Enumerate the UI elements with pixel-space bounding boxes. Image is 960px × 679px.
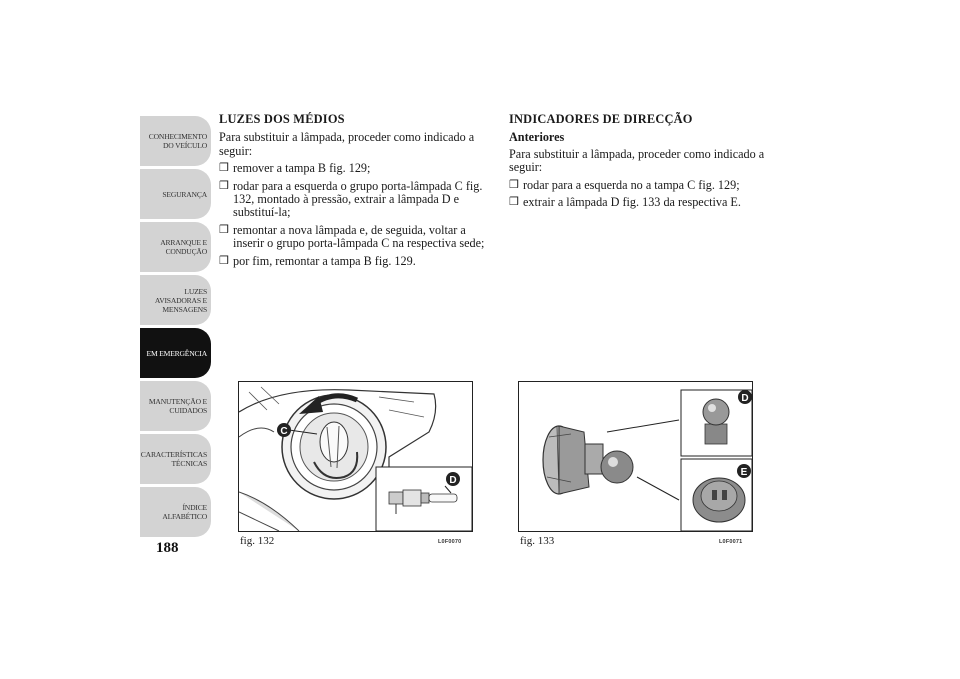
- tab-indice-alfabetico[interactable]: [140, 487, 211, 537]
- tab-label: SEGURANÇA: [162, 189, 207, 199]
- label-c-text: C: [280, 426, 288, 437]
- checkbox-bullet-icon: ❒: [509, 196, 519, 209]
- section-luzes-dos-medios: [219, 113, 495, 272]
- label-d-text: D: [449, 475, 457, 486]
- tab-label: ARRANQUE E CONDUÇÃO: [160, 238, 207, 256]
- section-intro: Para substituir a lâmpada, proceder como indicado a seguir:: [509, 146, 765, 175]
- tab-label: MANUTENÇÃO E CUIDADOS: [148, 397, 207, 415]
- label-d-text: D: [741, 393, 749, 404]
- section-indicadores-de-direccao: [509, 113, 781, 213]
- list-item: ❒ por fim, remontar a tampa B fig. 129.: [219, 253, 416, 268]
- steps-list: [509, 179, 781, 210]
- label-e-text: E: [740, 467, 748, 478]
- tab-arranque-e-conducao[interactable]: [140, 222, 211, 272]
- checkbox-bullet-icon: ❒: [219, 254, 229, 267]
- figure-code: L0F0070: [438, 539, 462, 545]
- figure-headlamp-bulb-holder: [238, 381, 473, 532]
- tab-label: CARACTERÍSTICAS TÉCNICAS: [140, 450, 207, 468]
- tab-em-emergencia[interactable]: [140, 328, 211, 378]
- checkbox-bullet-icon: ❒: [219, 162, 229, 175]
- figure-code: L0F0071: [719, 539, 743, 545]
- figure-indicator-bulb: [518, 381, 753, 532]
- tab-seguranca[interactable]: [140, 169, 211, 219]
- tab-caracteristicas-tecnicas[interactable]: [140, 434, 211, 484]
- tab-label: EM EMERGÊNCIA: [146, 348, 207, 358]
- section-title: INDICADORES DE DIRECÇÃO: [509, 112, 693, 126]
- list-item: ❒ rodar para a esquerda no a tampa C fig. 129;: [509, 177, 740, 192]
- section-title: LUZES DOS MÉDIOS: [219, 112, 345, 126]
- tab-label: LUZES AVISADORAS E MENSAGENS: [154, 286, 207, 314]
- indicator-illustration: [519, 382, 752, 531]
- list-item: ❒ remontar a nova lâmpada e, de seguida, voltar a inserir o grupo porta-lâmpada C na respectiva sede;: [219, 222, 485, 251]
- checkbox-bullet-icon: ❒: [219, 223, 229, 236]
- tab-manutencao-e-cuidados[interactable]: [140, 381, 211, 431]
- checkbox-bullet-icon: ❒: [219, 179, 229, 192]
- steps-list: [219, 162, 495, 268]
- page-number: 188: [156, 540, 179, 556]
- tab-label: ÍNDICE ALFABÉTICO: [162, 503, 207, 521]
- tab-conhecimento-do-veiculo[interactable]: [140, 116, 211, 166]
- checkbox-bullet-icon: ❒: [509, 178, 519, 191]
- list-item: ❒ extrair a lâmpada D fig. 133 da respectiva E.: [509, 195, 741, 210]
- list-item: ❒ remover a tampa B fig. 129;: [219, 161, 371, 176]
- list-item: ❒ rodar para a esquerda o grupo porta-lâmpada C fig. 132, montado à pressão, extrair a lâmpada D e substituí-la;: [219, 178, 483, 220]
- figure-caption: fig. 133: [520, 535, 555, 547]
- tab-label: CONHECIMENTO DO VEÍCULO: [148, 132, 207, 150]
- headlamp-illustration: [239, 382, 472, 531]
- tab-luzes-avisadoras[interactable]: [140, 275, 211, 325]
- section-intro: Para substituir a lâmpada, proceder como indicado a seguir:: [219, 130, 475, 158]
- section-subtitle: Anteriores: [509, 130, 565, 145]
- figure-caption: fig. 132: [240, 535, 275, 547]
